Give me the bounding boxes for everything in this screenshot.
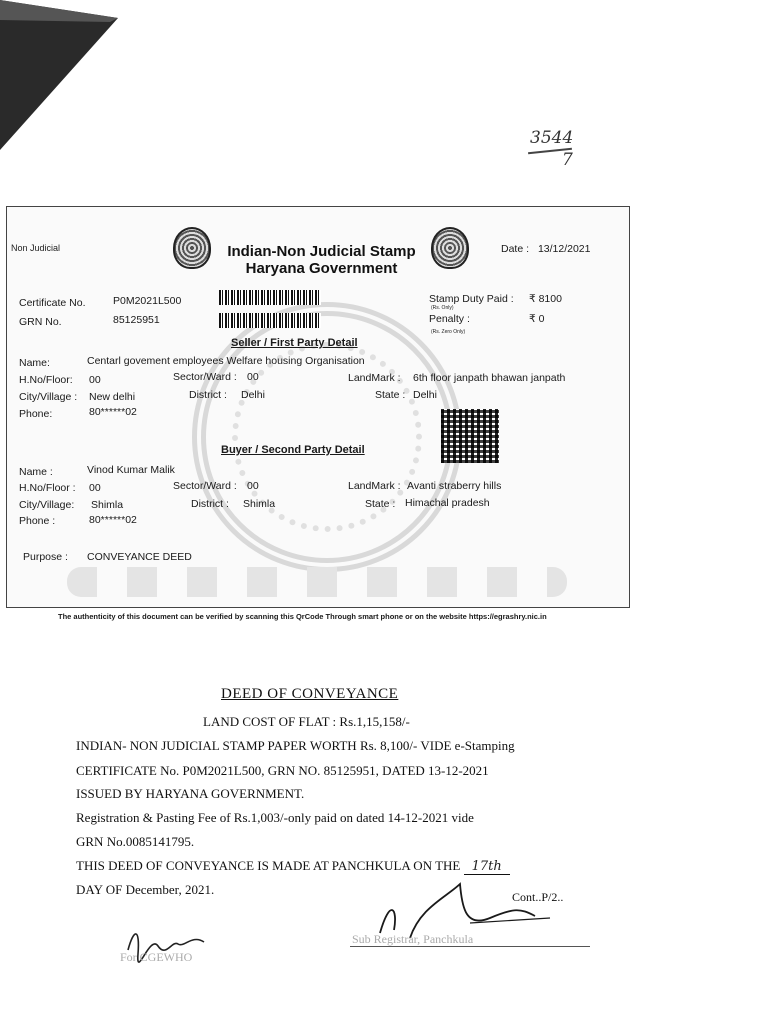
stamp-title-line2: Haryana Government <box>245 260 398 277</box>
deed-line-7: DAY OF December, 2021. <box>76 882 215 897</box>
stamp-duty-value: ₹ 8100 <box>529 293 562 305</box>
stamp-title-line1: Indian-Non Judicial Stamp <box>227 243 416 260</box>
seller-sector-label: Sector/Ward : <box>173 371 237 383</box>
emblem-right-icon <box>431 227 469 269</box>
seller-landmark-value: 6th floor janpath bhawan janpath <box>413 372 566 384</box>
purpose-value: CONVEYANCE DEED <box>87 551 192 563</box>
seller-city-value: New delhi <box>89 391 136 403</box>
buyer-landmark-label: LandMark : <box>348 480 401 492</box>
buyer-state-value: Himachal pradesh <box>405 497 490 509</box>
emblem-left-icon <box>173 227 211 269</box>
seller-name-value: Centarl govement employees Welfare housing Organisation <box>87 355 365 367</box>
deed-line-2: CERTIFICATE No. P0M2021L500, GRN NO. 85125951, DATED 13-12-2021 <box>76 763 489 778</box>
seller-state-label: State : <box>375 389 406 401</box>
buyer-district-label: District : <box>191 498 229 510</box>
buyer-name-value: Vinod Kumar Malik <box>87 464 175 476</box>
buyer-name-label: Name : <box>19 466 53 478</box>
seller-state-value: Delhi <box>413 389 437 401</box>
buyer-landmark-value: Avanti straberry hills <box>407 480 502 492</box>
land-cost: LAND COST OF FLAT : Rs.1,15,158/- <box>203 714 410 729</box>
e-stamp-certificate <box>6 206 630 608</box>
buyer-heading: Buyer / Second Party Detail <box>221 444 365 456</box>
buyer-sector-value: 00 <box>247 480 259 492</box>
grn-barcode <box>219 313 321 328</box>
seller-heading: Seller / First Party Detail <box>231 337 358 349</box>
left-signature-caption: For CGEWHO <box>120 950 193 964</box>
certificate-barcode <box>219 290 321 305</box>
purpose-label: Purpose : <box>23 551 68 563</box>
buyer-phone-label: Phone : <box>19 515 56 527</box>
buyer-city-value: Shimla <box>91 499 124 511</box>
date-value: 13/12/2021 <box>537 243 591 255</box>
handwritten-sub-number: 7 <box>562 150 573 170</box>
corner-shadow <box>0 0 120 150</box>
seller-phone-label: Phone: <box>19 408 53 420</box>
handwritten-page-number: 3544 <box>530 128 574 148</box>
deed-line-6-text: THIS DEED OF CONVEYANCE IS MADE AT PANCHKULA ON THE <box>76 858 461 873</box>
buyer-sector-label: Sector/Ward : <box>173 480 237 492</box>
penalty-value: ₹ 0 <box>529 313 545 325</box>
seller-phone-value: 80******02 <box>89 406 137 418</box>
buyer-phone-value: 80******02 <box>89 514 137 526</box>
continued-marker: Cont..P/2.. <box>512 890 564 904</box>
buyer-hno-label: H.No/Floor : <box>19 482 76 494</box>
certificate-value: P0M2021L500 <box>113 295 182 307</box>
buyer-city-label: City/Village: <box>19 499 75 511</box>
buyer-district-value: Shimla <box>243 498 276 510</box>
seller-sector-value: 00 <box>247 371 259 383</box>
grn-value: 85125951 <box>113 314 160 326</box>
seller-landmark-label: LandMark : <box>348 372 401 384</box>
seller-district-value: Delhi <box>241 389 265 401</box>
seller-hno-label: H.No/Floor: <box>19 374 73 386</box>
non-judicial-label: Non Judicial <box>11 243 61 253</box>
rs-only-note: (Rs. Only) <box>431 305 454 311</box>
deed-line-3: ISSUED BY HARYANA GOVERNMENT. <box>76 786 305 801</box>
right-signature-caption: Sub Registrar, Panchkula <box>352 932 474 946</box>
deed-line-4: Registration & Pasting Fee of Rs.1,003/-only paid on dated 14-12-2021 vide <box>76 810 474 825</box>
seller-district-label: District : <box>189 389 227 401</box>
deed-line-1: INDIAN- NON JUDICIAL STAMP PAPER WORTH Rs. 8,100/- VIDE e-Stamping <box>76 738 515 753</box>
penalty-label: Penalty : <box>429 313 470 325</box>
certificate-label: Certificate No. <box>19 297 86 309</box>
verification-qr-code <box>441 409 499 463</box>
seller-name-label: Name: <box>19 357 50 369</box>
grn-label: GRN No. <box>19 316 62 328</box>
buyer-hno-value: 00 <box>89 482 101 494</box>
deed-line-5: GRN No.0085141795. <box>76 834 195 849</box>
stamp-banner <box>7 221 627 277</box>
buyer-state-label: State : <box>365 498 396 510</box>
rs-zero-note: (Rs. Zero Only) <box>431 329 466 335</box>
stamp-title <box>219 243 424 277</box>
date-label: Date : <box>501 243 530 255</box>
deed-day-handwritten: 17th <box>464 859 510 875</box>
deed-title: DEED OF CONVEYANCE <box>221 686 399 702</box>
authenticity-note: The authenticity of this document can be verified by scanning this QrCode Through smart phone or on the website https://egrashry.nic.in <box>58 612 547 621</box>
bottom-ornament <box>67 567 567 597</box>
stamp-date <box>501 243 591 255</box>
stamp-duty-label: Stamp Duty Paid : <box>429 293 514 305</box>
deed-line-6 <box>76 858 510 874</box>
seller-hno-value: 00 <box>89 374 101 386</box>
seller-city-label: City/Village : <box>19 391 78 403</box>
